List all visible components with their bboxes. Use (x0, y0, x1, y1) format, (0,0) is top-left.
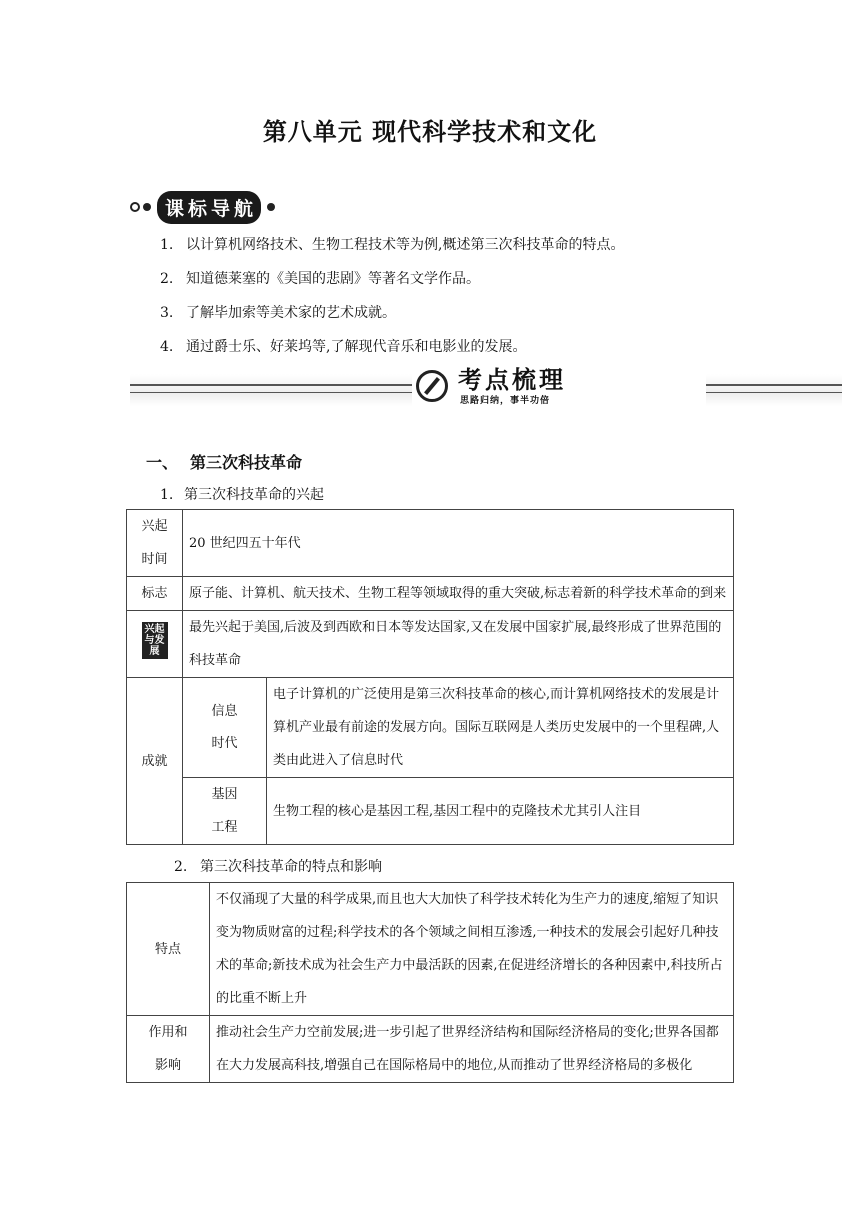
badge-char: 标 (188, 197, 208, 220)
rise-table (126, 509, 734, 845)
row-label: 特点 (127, 883, 210, 1016)
row-value: 推动社会生产力空前发展;进一步引起了世界经济结构和国际经济格局的变化;世界各国都在大力发展高科技,增强自己在国际格局中的地位,从而推动了世界经济格局的多极化 (210, 1016, 734, 1083)
goal-item: 4. 通过爵士乐、好莱坞等,了解现代音乐和电影业的发展。 (160, 339, 527, 355)
page-title: 第八单元 现代科学技术和文化 (262, 118, 598, 146)
row-value: 最先兴起于美国,后波及到西欧和日本等发达国家,又在发展中国家扩展,最终形成了世界范围的科技革命 (183, 611, 734, 678)
table-row (127, 883, 734, 1016)
goal-item: 1. 以计算机网络技术、生物工程技术等为例,概述第三次科技革命的特点。 (160, 237, 625, 253)
key-points-banner (130, 366, 842, 406)
row-sublabel: 信息 时代 (183, 678, 267, 778)
row-value: 不仅涌现了大量的科学成果,而且也大大加快了科学技术转化为生产力的速度,缩短了知识变为物质财富的过程;科学技术的各个领域之间相互渗透,一种技术的发展会引起好几种技术的革命;新技术成为社会生产力中最活跃的因素,在促进经济增长的各种因素中,科技所占的比重不断上升 (210, 883, 734, 1016)
table-row (127, 611, 734, 678)
table-row (127, 678, 734, 778)
row-label: 兴起 与发 展 (142, 622, 168, 659)
row-label: 作用和 影响 (127, 1016, 210, 1083)
banner-subtitle: 思路归纳，事半功倍 (460, 395, 551, 406)
dot-icon (130, 202, 140, 212)
subsection-heading: 2. 第三次科技革命的特点和影响 (174, 859, 382, 875)
row-label: 兴起 时间 (127, 510, 183, 577)
row-sublabel: 基因 工程 (183, 778, 267, 845)
badge-char: 航 (234, 197, 254, 220)
goal-item: 3. 了解毕加索等美术家的艺术成就。 (160, 305, 396, 321)
compass-icon (416, 370, 448, 402)
dot-icon (143, 203, 151, 211)
subsection-heading: 1. 第三次科技革命的兴起 (160, 487, 324, 503)
table-row (127, 1016, 734, 1083)
table-row (127, 778, 734, 845)
row-value: 生物工程的核心是基因工程,基因工程中的克隆技术尤其引人注目 (267, 778, 734, 845)
row-value: 原子能、计算机、航天技术、生物工程等领域取得的重大突破,标志着新的科学技术革命的到来 (183, 577, 734, 611)
curriculum-nav-badge (130, 190, 278, 224)
goal-item: 2. 知道德莱塞的《美国的悲剧》等著名文学作品。 (160, 271, 480, 287)
row-label: 标志 (127, 577, 183, 611)
table-row (127, 577, 734, 611)
table-row (127, 510, 734, 577)
row-label: 成就 (127, 678, 183, 845)
section-heading: 一、 第三次科技革命 (146, 453, 303, 472)
row-value: 20 世纪四五十年代 (183, 510, 734, 577)
row-value: 电子计算机的广泛使用是第三次科技革命的核心,而计算机网络技术的发展是计算机产业最有前途的发展方向。国际互联网是人类历史发展中的一个里程碑,人类由此进入了信息时代 (267, 678, 734, 778)
feature-table (126, 882, 734, 1083)
dot-icon (267, 203, 275, 211)
badge-char: 课 (165, 197, 185, 220)
badge-char: 导 (211, 197, 231, 220)
banner-title: 考点梳理 (458, 365, 566, 394)
